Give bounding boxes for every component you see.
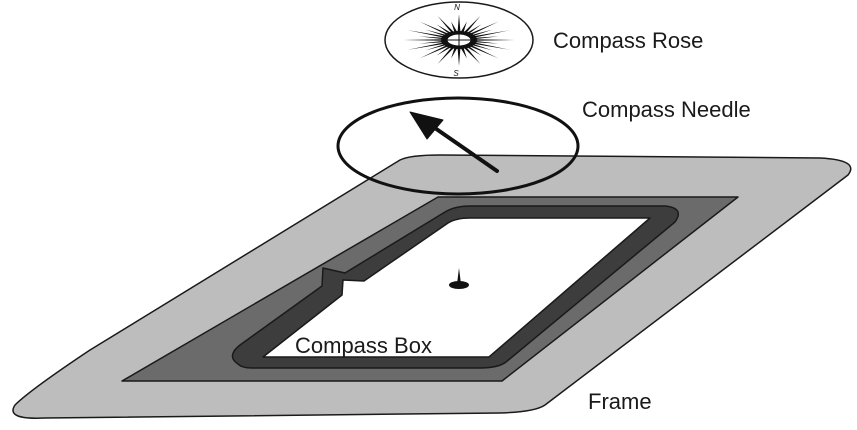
compass-rose-icon — [385, 2, 533, 78]
rose-letter-north: N — [454, 3, 460, 12]
label-frame: Frame — [588, 389, 652, 414]
label-compass-box: Compass Box — [295, 333, 432, 358]
label-compass-rose: Compass Rose — [553, 28, 704, 53]
rose-letter-south: S — [453, 69, 459, 78]
label-compass-needle: Compass Needle — [582, 97, 751, 122]
